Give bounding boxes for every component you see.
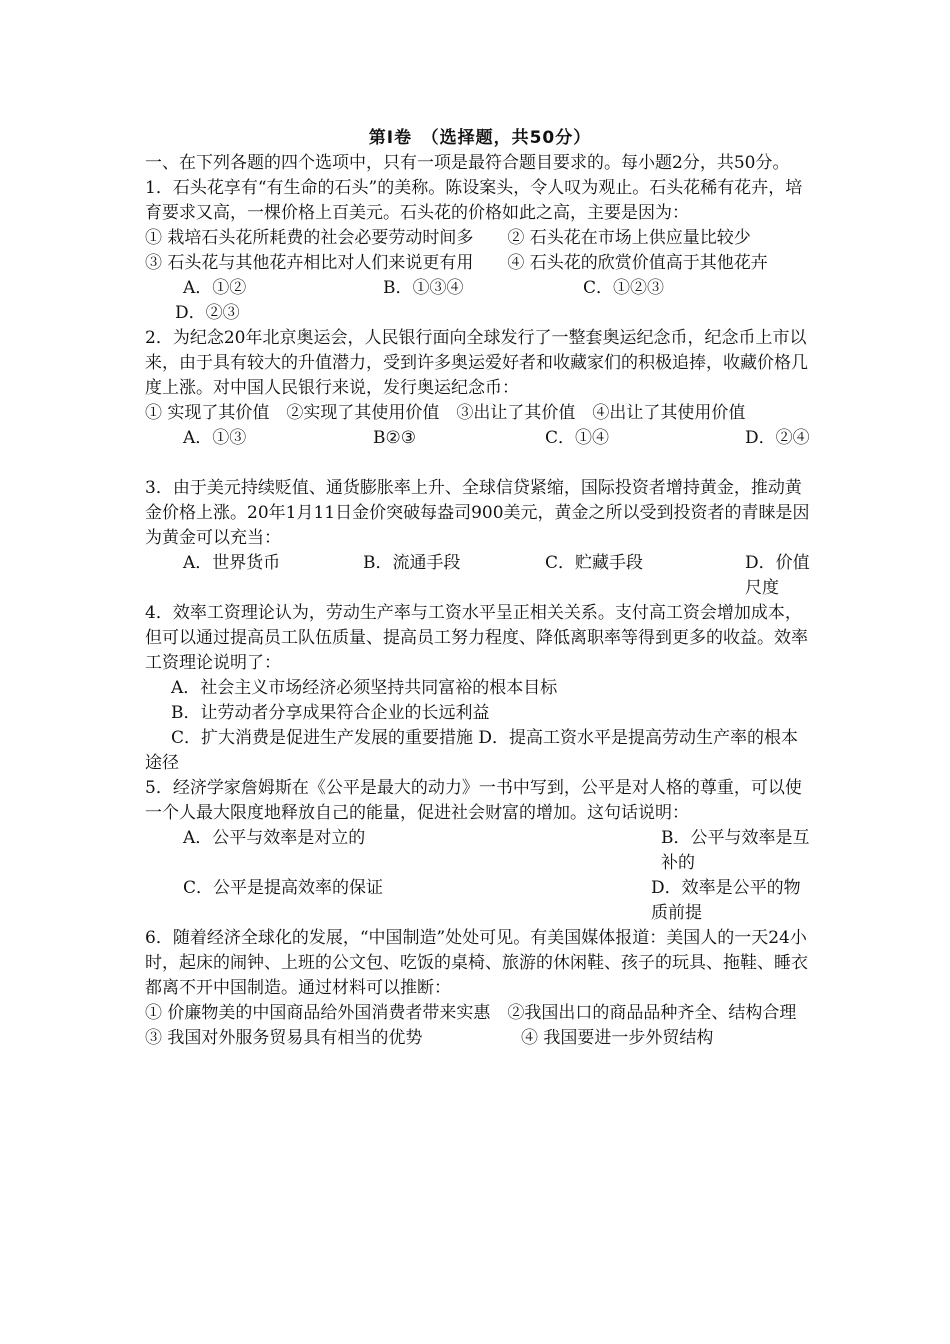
question-4-stem: 4．效率工资理论认为，劳动生产率与工资水平呈正相关关系。支付高工资会增加成本，但可以通过提高员工队伍质量、提高员工努力程度、降低离职率等得到更多的收益。效率工资理论说明了：	[145, 603, 808, 673]
q6-statement-1: ① 价廉物美的中国商品给外国消费者带来实惠	[145, 1003, 491, 1023]
q1-option-a[interactable]: A．①②	[183, 278, 247, 298]
q4-option-d[interactable]: D．提高工资水平是提高劳动生产率的根本途径	[145, 728, 799, 773]
question-5-spacer-1	[145, 851, 815, 876]
q6-statements-row-2	[145, 1026, 815, 1051]
question-5-options-row-1	[145, 826, 815, 873]
q5-option-c[interactable]: C．公平是提高效率的保证	[183, 878, 384, 898]
question-3-stem: 3．由于美元持续贬值、通货膨胀率上升、全球信贷紧缩，国际投资者增持黄金，推动黄金价格上涨。20年1月11日金价突破每盎司900美元，黄金之所以受到投资者的青睐是因为黄金可以充当：	[145, 478, 810, 548]
question-2-stem: 2．为纪念20年北京奥运会，人民银行面向全球发行了一整套奥运纪念币，纪念币上市以来，由于具有较大的升值潜力，受到许多奥运爱好者和收藏家们的积极追捧，收藏价格几度上涨。对中国人民银行来说，发行奥运纪念币：	[145, 328, 808, 398]
q1-statement-3: ③ 石头花与其他花卉相比对人们来说更有用	[145, 253, 474, 273]
q1-statement-2: ② 石头花在市场上供应量比较少	[507, 228, 751, 248]
q1-statement-1: ① 栽培石头花所耗费的社会必要劳动时间多	[145, 228, 474, 248]
q4-option-b[interactable]: B．让劳动者分享成果符合企业的长远利益	[171, 703, 490, 723]
question-3-options	[145, 551, 815, 598]
section-instruction: 一、在下列各题的四个选项中，只有一项是最符合题目要求的。每小题2分，共50分。	[145, 153, 790, 173]
q1-option-c[interactable]: C．①②③	[583, 278, 665, 298]
question-2-options	[145, 426, 815, 451]
q1-option-d[interactable]: D．②③	[175, 303, 240, 323]
q2-statements: ① 实现了其价值 ②实现了其使用价值 ③出让了其价值 ④出让了其使用价值	[145, 403, 746, 423]
q5-option-d[interactable]: D．效率是公平的物质前提	[651, 878, 801, 923]
q3-option-b[interactable]: B．流通手段	[363, 553, 461, 573]
q5-option-b[interactable]: B．公平与效率是互补的	[661, 828, 810, 873]
question-1-options	[145, 276, 815, 301]
q3-option-a[interactable]: A．世界货币	[183, 553, 281, 573]
question-1-stem: 1．石头花享有“有生命的石头”的美称。陈设案头，令人叹为观止。石头花稀有花卉，培育要求又高，一棵价格上百美元。石头花的价格如此之高，主要是因为：	[145, 178, 803, 223]
question-5-spacer-2	[145, 901, 815, 926]
question-6-stem: 6．随着经济全球化的发展，“中国制造”处处可见。有美国媒体报道：美国人的一天24小时，起床的闹钟、上班的公文包、吃饭的桌椅、旅游的休闲鞋、孩子的玩具、拖鞋、睡衣都离不开中国制造。通过材料可以推断：	[145, 928, 808, 998]
question-3-spacer	[145, 576, 815, 601]
q6-statements-row-1	[145, 1001, 815, 1026]
q4-options-cd	[145, 726, 815, 776]
q2-option-c[interactable]: C．①④	[545, 428, 610, 448]
q6-statement-4: ④ 我国要进一步外贸结构	[521, 1028, 714, 1048]
question-5-options-row-2	[145, 876, 815, 923]
q5-option-a[interactable]: A．公平与效率是对立的	[183, 828, 366, 848]
q3-option-d[interactable]: D．价值尺度	[745, 553, 810, 598]
q2-option-d[interactable]: D．②④	[745, 428, 810, 448]
q4-option-a[interactable]: A．社会主义市场经济必须坚持共同富裕的根本目标	[171, 678, 558, 698]
q2-option-b[interactable]: B②③	[373, 428, 416, 448]
q3-option-c[interactable]: C．贮藏手段	[545, 553, 644, 573]
q4-option-c[interactable]: C．扩大消费是促进生产发展的重要措施	[171, 728, 474, 748]
question-2-spacer	[145, 451, 815, 476]
q2-option-a[interactable]: A．①③	[183, 428, 247, 448]
q1-statement-4: ④ 石头花的欣赏价值高于其他花卉	[507, 253, 768, 273]
question-1-options-wrap	[145, 301, 815, 326]
content-column	[145, 126, 815, 1051]
q6-statement-3: ③ 我国对外服务贸易具有相当的优势	[145, 1028, 423, 1048]
section-title: 第Ⅰ卷 （选择题，共50分）	[368, 128, 592, 148]
question-1-statements-row-2	[145, 251, 815, 276]
q1-option-b[interactable]: B．①③④	[383, 278, 464, 298]
q6-statement-2: ②我国出口的商品品种齐全、结构合理	[507, 1003, 797, 1023]
question-5-stem: 5．经济学家詹姆斯在《公平是最大的动力》一书中写到，公平是对人格的尊重，可以使一个人最大限度地释放自己的能量，促进社会财富的增加。这句话说明：	[145, 778, 802, 823]
question-1-statements-row-1	[145, 226, 815, 251]
